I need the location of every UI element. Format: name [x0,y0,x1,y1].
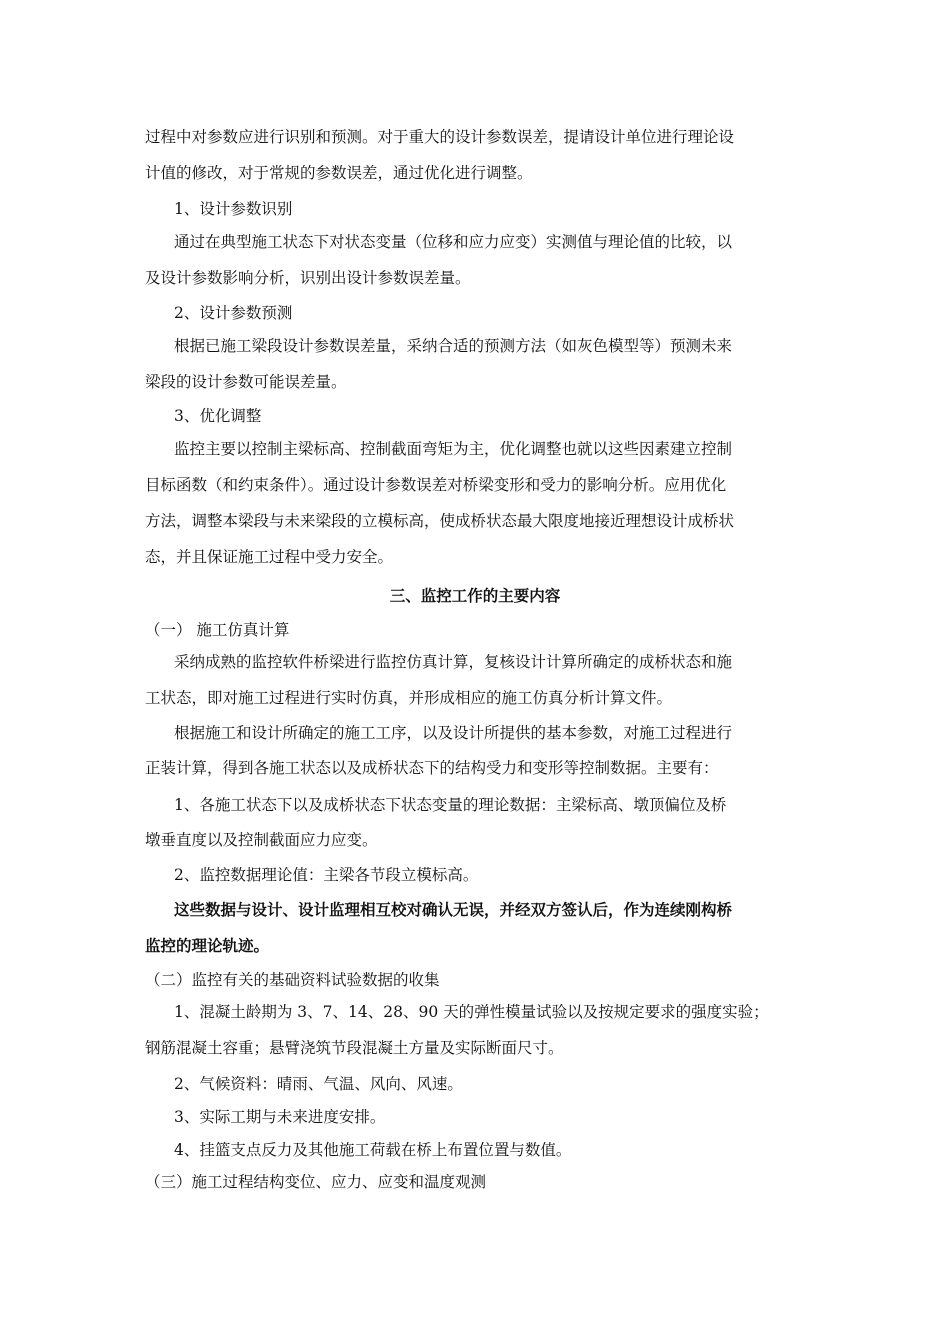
paragraph-line: 通过在典型施工状态下对状态变量（位移和应力应变）实测值与理论值的比较，以 [174,233,733,251]
paragraph-line: 1、混凝土龄期为 3、7、14、28、90 天的弹性模量试验以及按规定要求的强度实验； [174,1003,769,1021]
paragraph-line: 态，并且保证施工过程中受力安全。 [145,548,394,566]
paragraph-line: 3、实际工期与未来进度安排。 [174,1108,386,1126]
section-heading: 三、监控工作的主要内容 [389,586,561,605]
paragraph-line: 正装计算，得到各施工状态以及成桥状态下的结构受力和变形等控制数据。主要有： [145,759,719,777]
paragraph-line: 方法，调整本梁段与未来梁段的立模标高，使成桥状态最大限度地接近理想设计成桥状 [145,512,735,530]
paragraph-line: 4、挂篮支点反力及其他施工荷载在桥上布置位置与数值。 [174,1141,572,1159]
subsection-title: 1、设计参数识别 [174,200,293,218]
paragraph-line: 过程中对参数应进行识别和预测。对于重大的设计参数误差，提请设计单位进行理论设 [145,128,735,146]
subsection-title: 3、优化调整 [174,407,262,425]
paragraph-line: 及设计参数影响分析，识别出设计参数误差量。 [145,269,471,287]
subsection-title: 2、设计参数预测 [174,304,293,322]
subsection-title: （二）监控有关的基础资料试验数据的收集 [145,971,440,989]
paragraph-line: 工状态，即对施工过程进行实时仿真，并形成相应的施工仿真分析计算文件。 [145,689,673,707]
subsection-title: （一） 施工仿真计算 [145,621,290,639]
paragraph-line: 根据施工和设计所确定的施工工序，以及设计所提供的基本参数，对施工过程进行 [174,724,733,742]
subsection-title: （三）施工过程结构变位、应力、应变和温度观测 [145,1173,487,1191]
paragraph-line: 采纳成熟的监控软件桥梁进行监控仿真计算，复核设计计算所确定的成桥状态和施 [174,653,733,671]
paragraph-line: 钢筋混凝土容重；悬臂浇筑节段混凝土方量及实际断面尺寸。 [145,1039,564,1057]
paragraph-line: 根据已施工梁段设计参数误差量，采纳合适的预测方法（如灰色模型等）预测未来 [174,337,733,355]
paragraph-line: 墩垂直度以及控制截面应力应变。 [145,831,378,849]
paragraph-line: 监控主要以控制主梁标高、控制截面弯矩为主，优化调整也就以这些因素建立控制 [174,440,733,458]
emphasis-line: 监控的理论轨迹。 [145,936,270,955]
paragraph-line: 梁段的设计参数可能误差量。 [145,373,347,391]
paragraph-line: 2、气候资料：晴雨、气温、风向、风速。 [174,1075,463,1093]
paragraph-line: 目标函数（和约束条件）。通过设计参数误差对桥梁变形和受力的影响分析。应用优化 [145,476,727,494]
paragraph-line: 计值的修改，对于常规的参数误差，通过优化进行调整。 [145,164,533,182]
paragraph-line: 2、监控数据理论值：主梁各节段立模标高。 [174,866,479,884]
emphasis-line: 这些数据与设计、设计监理相互校对确认无误，并经双方签认后，作为连续刚构桥 [174,900,733,919]
paragraph-line: 1、各施工状态下以及成桥状态下状态变量的理论数据：主梁标高、墩顶偏位及桥 [174,796,727,814]
